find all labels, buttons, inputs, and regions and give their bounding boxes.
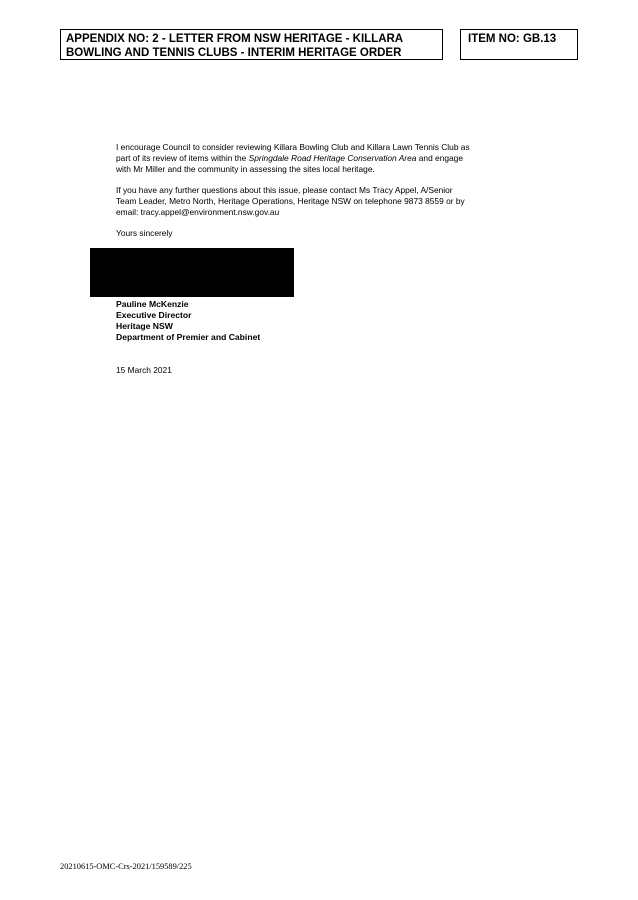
paragraph-2-line-3: email: tracy.appel@environment.nsw.gov.au bbox=[116, 207, 280, 217]
signatory-position: Executive Director bbox=[116, 310, 192, 320]
paragraph-1-line-2-start: part of its review of items within the bbox=[116, 153, 249, 163]
closing-salutation: Yours sincerely bbox=[116, 228, 173, 238]
letter-body bbox=[116, 142, 536, 239]
item-number-box bbox=[460, 29, 578, 60]
paragraph-2-line-2: Team Leader, Metro North, Heritage Operations, Heritage NSW on telephone 9873 8559 or by bbox=[116, 196, 465, 206]
paragraph-contact bbox=[116, 185, 536, 218]
paragraph-council-review bbox=[116, 142, 536, 175]
appendix-title-line-1: APPENDIX NO: 2 - LETTER FROM NSW HERITAGE - KILLARA bbox=[66, 33, 404, 45]
signature-block bbox=[116, 299, 260, 343]
letter-date: 15 March 2021 bbox=[116, 365, 172, 375]
item-number: ITEM NO: GB.13 bbox=[468, 33, 557, 45]
paragraph-1-line-2-end: and engage bbox=[416, 153, 463, 163]
document-reference: 20210615-OMC-Crs-2021/159589/225 bbox=[60, 862, 192, 871]
redacted-signature bbox=[90, 248, 294, 297]
paragraph-1-line-1: I encourage Council to consider reviewing Killara Bowling Club and Killara Lawn Tennis Club as bbox=[116, 142, 470, 152]
signatory-name: Pauline McKenzie bbox=[116, 299, 189, 309]
paragraph-1-line-2 bbox=[116, 153, 536, 164]
appendix-title-box bbox=[60, 29, 443, 60]
signatory-agency: Heritage NSW bbox=[116, 321, 173, 331]
paragraph-2-line-1: If you have any further questions about this issue, please contact Ms Tracy Appel, A/Senior bbox=[116, 185, 453, 195]
signatory-department: Department of Premier and Cabinet bbox=[116, 332, 261, 342]
paragraph-1-line-3: with Mr Miller and the community in assessing the sites local heritage. bbox=[116, 164, 375, 174]
appendix-title-line-2: BOWLING AND TENNIS CLUBS - INTERIM HERITAGE ORDER bbox=[66, 47, 402, 59]
conservation-area-name: Springdale Road Heritage Conservation Area bbox=[248, 153, 417, 163]
